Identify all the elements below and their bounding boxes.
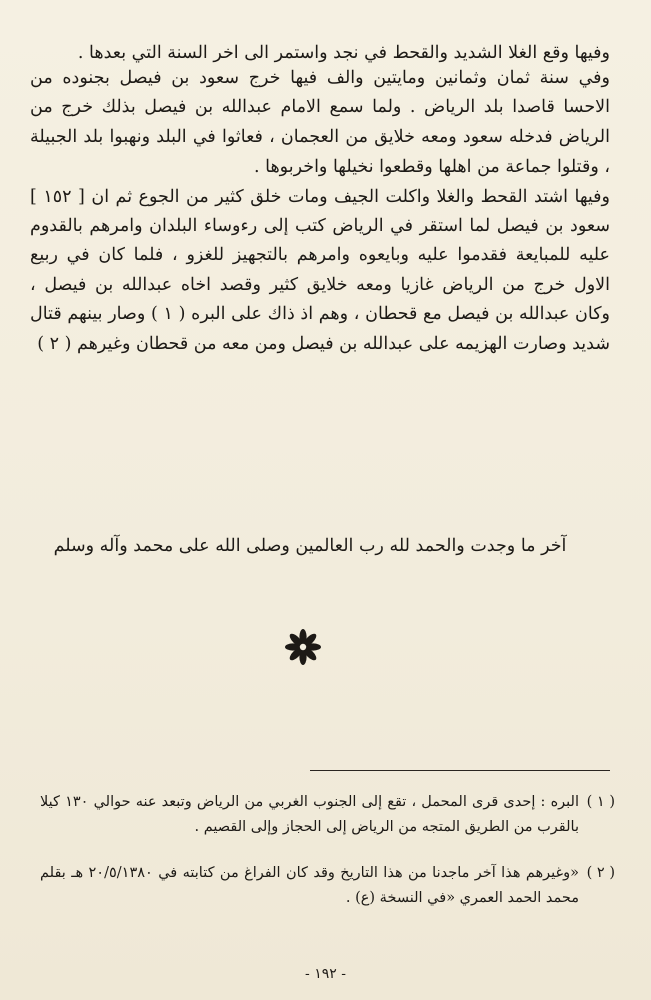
footnote-divider (310, 770, 610, 771)
paragraph-1: وفيها وقع الغلا الشديد والقحط في نجد واستمر الى اخر السنة التي بعدها . (77, 43, 610, 63)
asterisk-ornament-icon (283, 627, 323, 667)
footnote-text: البره : إحدى قرى المحمل ، تقع إلى الجنوب الغربي من الرياض وتبعد عنه حوالي ١٣٠ كيلا بالقرب من الطريق المتجه من الرياض إلى الحجاز وإلى القصيم . (40, 794, 579, 836)
footnote-1 (40, 790, 615, 841)
paragraph-3: وفيها اشتد القحط والغلا واكلت الجيف ومات خلق كثير من الجوع ثم ان [ ١٥٢ ] سعود بن فيصل لما استقر في الرياض كتب إلى رءوساء البلدان وامرهم بالقدوم عليه للمبايعة فقدموا عليه وبايعوه وامرهم بالتجهيز للغزو ، فلما كان في ربيع الاول خرج من الرياض غازيا ومعه خلايق كثير وقصد اخاه عبدالله بن فيصل ، وكان عبدالله بن فيصل مع قحطان ، وهم اذ ذاك على البره ( ١ ) وصار بينهم قتال شديد وصارت الهزيمه على عبدالله بن فيصل ومن معه من قحطان وغيرهم ( ٢ ) (30, 186, 610, 354)
page-number: - ١٩٢ - (305, 966, 346, 982)
closing-line: آخر ما وجدت والحمد لله رب العالمين وصلى الله على محمد وآله وسلم (53, 536, 567, 556)
main-text (30, 44, 610, 359)
footnote-number: ( ١ ) (586, 794, 615, 810)
paragraph-2: وفي سنة ثمان وثمانين ومايتين والف فيها خرج سعود بن فيصل بجنوده من الاحسا قاصدا بلد الرياض . ولما سمع الامام عبدالله بن فيصل بذلك خرج من الرياض فدخله سعود ومعه خلايق من العجمان ، فعاثوا في البلد ونهبوا بلد الجبيلة ، وقتلوا جماعة من اهلها وقطعوا نخيلها واخربوها . (30, 67, 610, 177)
footnote-2 (40, 861, 615, 912)
footnotes (40, 790, 615, 932)
footnote-number: ( ٢ ) (586, 864, 615, 881)
footnote-text: «وغيرهم هذا آخر ماجدنا من هذا التاريخ وقد كان الفراغ من كتابته في ٢٠/٥/١٣٨٠ هـ بقلم محمد الحمد العمري «في النسخة (ع) . (40, 864, 579, 907)
